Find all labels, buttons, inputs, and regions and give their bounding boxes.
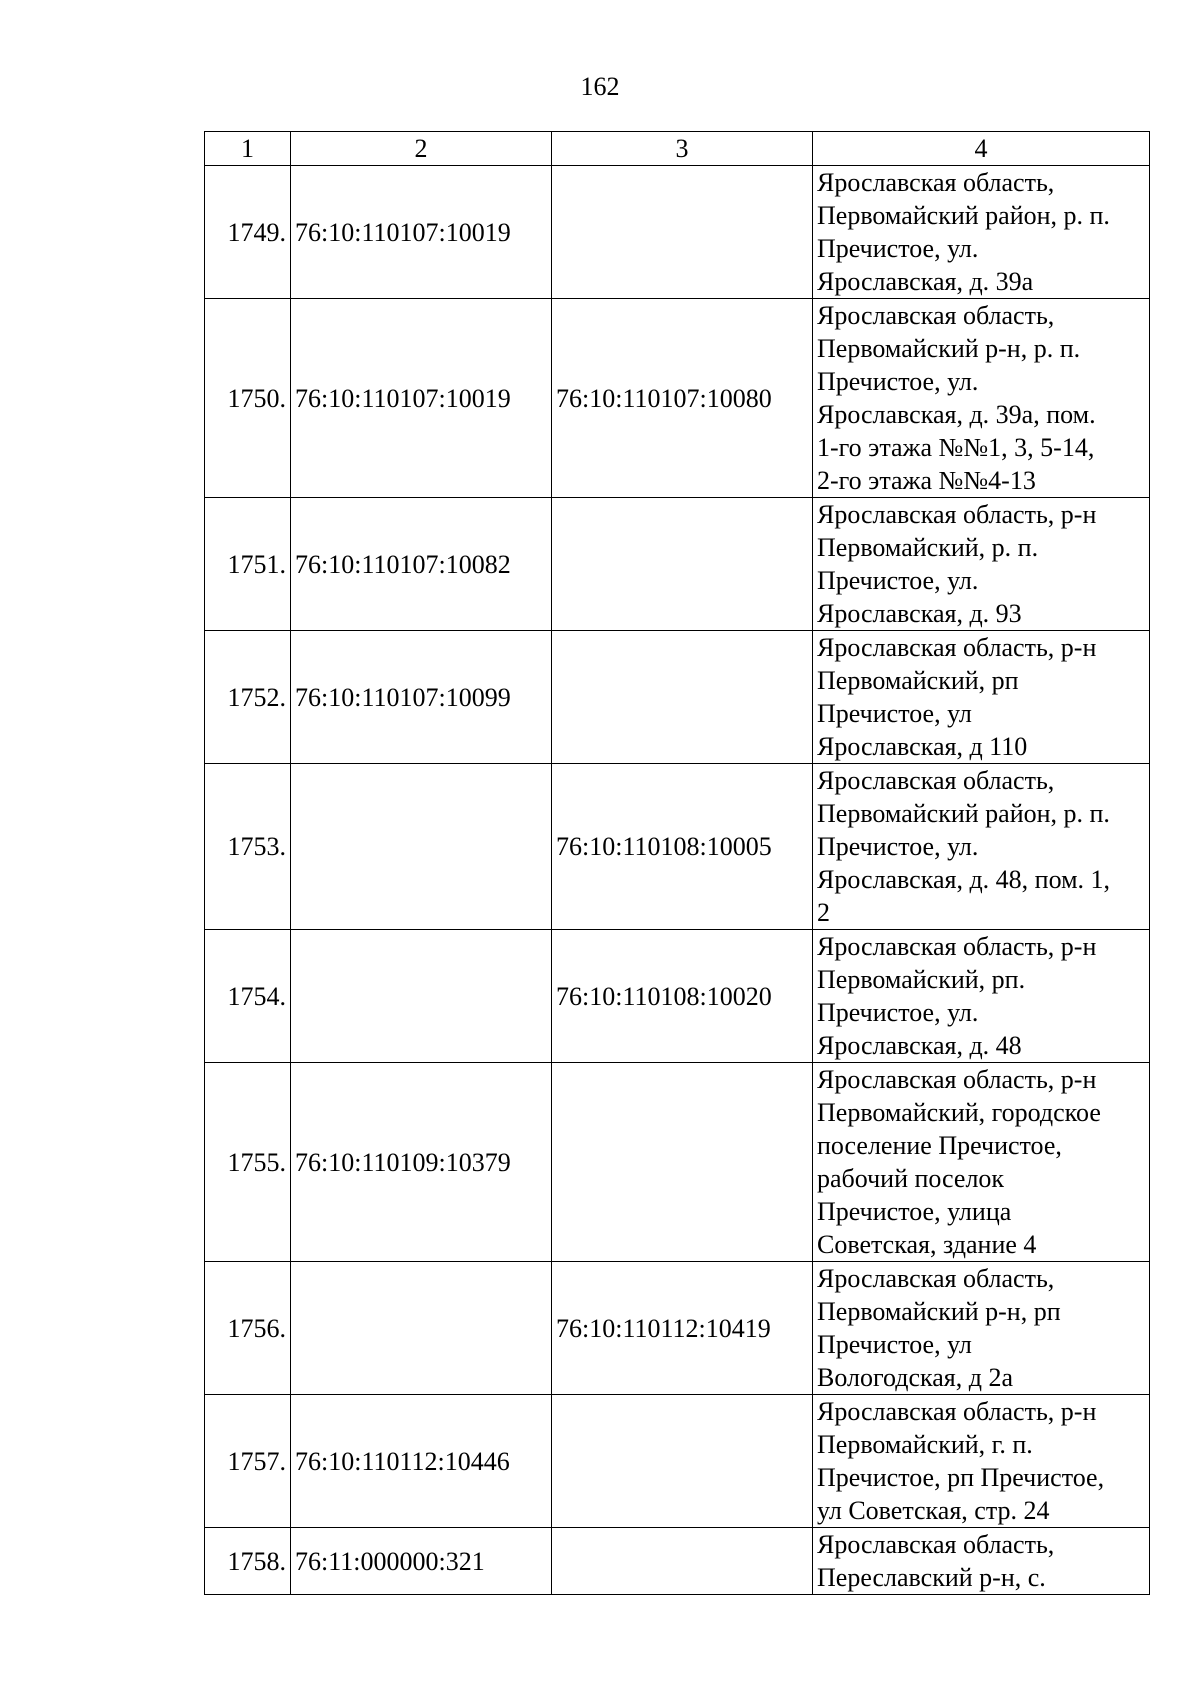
address: Ярославская область, Первомайский р-н, рп Пречистое, ул Вологодская, д 2а [813,1262,1150,1395]
row-number: 1755. [205,1063,291,1262]
cadastral-number-object: 76:10:110107:10080 [552,299,813,498]
cadastral-number-land: 76:10:110107:10099 [291,631,552,764]
cadastral-number-object [552,166,813,299]
cadastral-number-object: 76:10:110108:10020 [552,930,813,1063]
cadastral-number-object [552,1528,813,1595]
cadastral-number-land: 76:10:110109:10379 [291,1063,552,1262]
address: Ярославская область, Первомайский р-н, р. п. Пречистое, ул. Ярославская, д. 39а, пом. 1-го этажа №№1, 3, 5-14, 2-го этажа №№4-13 [813,299,1150,498]
row-number: 1751. [205,498,291,631]
table-row [205,1528,1150,1595]
address: Ярославская область, р-н Первомайский, р. п. Пречистое, ул. Ярославская, д. 93 [813,498,1150,631]
table-row [205,631,1150,764]
address: Ярославская область, Переславский р-н, с. [813,1528,1150,1595]
table-row [205,299,1150,498]
cadastral-number-object: 76:10:110112:10419 [552,1262,813,1395]
registry-table [204,131,1150,1595]
row-number: 1753. [205,764,291,930]
column-header-3: 3 [552,132,813,166]
header-row [205,132,1150,166]
cadastral-number-land: 76:10:110107:10082 [291,498,552,631]
column-header-4: 4 [813,132,1150,166]
cadastral-number-land: 76:10:110107:10019 [291,166,552,299]
address: Ярославская область, р-н Первомайский, г. п. Пречистое, рп Пречистое, ул Советская, стр. 24 [813,1395,1150,1528]
cadastral-number-land [291,1262,552,1395]
table-row [205,166,1150,299]
cadastral-number-object [552,631,813,764]
table-row [205,1262,1150,1395]
table-row [205,1395,1150,1528]
row-number: 1749. [205,166,291,299]
cadastral-number-land [291,930,552,1063]
row-number: 1756. [205,1262,291,1395]
cadastral-number-land [291,764,552,930]
table-row [205,1063,1150,1262]
row-number: 1758. [205,1528,291,1595]
row-number: 1757. [205,1395,291,1528]
cadastral-number-land: 76:10:110112:10446 [291,1395,552,1528]
table-row [205,930,1150,1063]
cadastral-number-land: 76:11:000000:321 [291,1528,552,1595]
column-header-2: 2 [291,132,552,166]
cadastral-number-land: 76:10:110107:10019 [291,299,552,498]
row-number: 1750. [205,299,291,498]
address: Ярославская область, Первомайский район, р. п. Пречистое, ул. Ярославская, д. 39а [813,166,1150,299]
cadastral-number-object [552,1395,813,1528]
row-number: 1752. [205,631,291,764]
page-number: 162 [580,72,620,101]
cadastral-number-object: 76:10:110108:10005 [552,764,813,930]
row-number: 1754. [205,930,291,1063]
cadastral-number-object [552,1063,813,1262]
address: Ярославская область, р-н Первомайский, городское поселение Пречистое, рабочий поселок Пречистое, улица Советская, здание 4 [813,1063,1150,1262]
table-row [205,764,1150,930]
column-header-1: 1 [205,132,291,166]
address: Ярославская область, р-н Первомайский, рп. Пречистое, ул. Ярославская, д. 48 [813,930,1150,1063]
address: Ярославская область, р-н Первомайский, рп Пречистое, ул Ярославская, д 110 [813,631,1150,764]
address: Ярославская область, Первомайский район, р. п. Пречистое, ул. Ярославская, д. 48, пом. 1, 2 [813,764,1150,930]
table-row [205,498,1150,631]
cadastral-number-object [552,498,813,631]
